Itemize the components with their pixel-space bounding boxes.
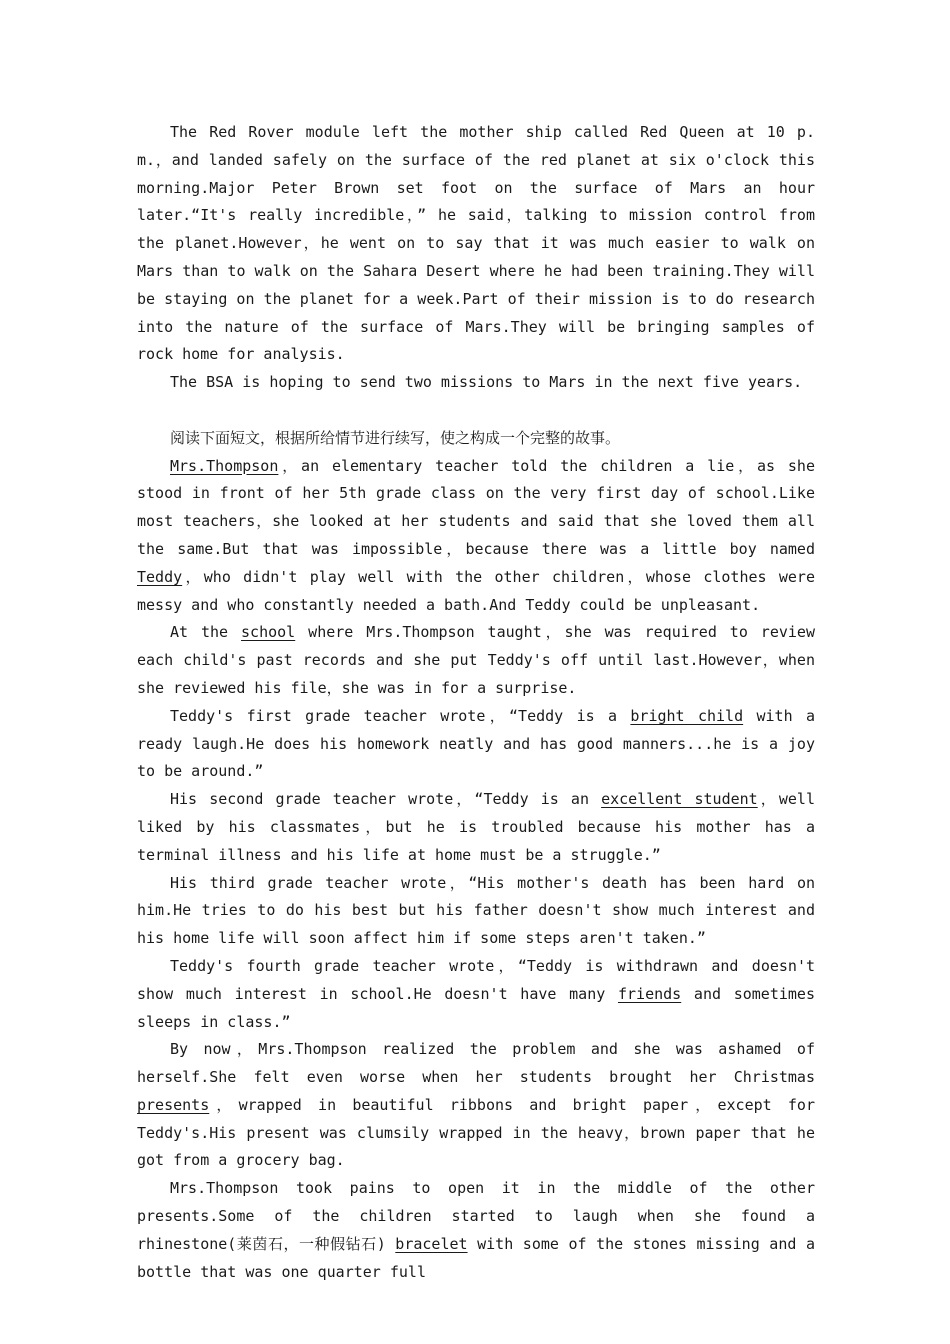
story-paragraph-2 <box>137 619 815 702</box>
underlined-word: school <box>241 623 296 642</box>
paragraph-text: Teddy's first grade teacher wrote，“Teddy is a <box>170 706 631 725</box>
writing-instruction: 阅读下面短文，根据所给情节进行续写，使之构成一个完整的故事。 <box>170 428 621 447</box>
paragraph-text: By now，Mrs.Thompson realized the problem and she was ashamed of herself.She felt even worse when her students brought her Christmas <box>137 1040 815 1087</box>
underlined-word: Mrs.Thompson <box>170 456 279 475</box>
paragraph-text: with a ready laugh.He does his homework neatly and has good manners...he is a joy to be around.” <box>137 706 816 781</box>
paragraph-text: His second grade teacher wrote，“Teddy is an <box>170 790 602 809</box>
underlined-word: friends <box>617 984 682 1003</box>
paragraph-text: Teddy's fourth grade teacher wrote，“Teddy is withdrawn and doesn't show much interest in school.He doesn't have many <box>137 956 815 1003</box>
underlined-word: bracelet <box>395 1234 468 1253</box>
underlined-word: Teddy <box>137 567 183 586</box>
story-paragraph-4 <box>137 786 815 869</box>
story-paragraph-1 <box>137 453 815 620</box>
story-paragraph-6 <box>137 953 815 1036</box>
story-paragraph-5 <box>137 870 815 953</box>
paragraph-text: ，wrapped in beautiful ribbons and bright paper，except for Teddy's.His present was clumsily wrapped in the heavy，brown paper that he got from a grocery bag. <box>137 1095 815 1170</box>
story-paragraph-7 <box>137 1036 815 1175</box>
story-paragraph-3 <box>137 703 815 786</box>
paragraph-text: ，well liked by his classmates，but he is troubled because his mother has a terminal illness and his life at home must be a struggle.” <box>137 790 815 864</box>
mars-paragraph-1: The Red Rover module left the mother ship called Red Queen at 10 p. m.，and landed safely on the surface of the red planet at six o'clock this morning.Major Peter Brown set foot on the surface of Mars an hour later.“It's really incredible，” he said，talking to mission control from the planet.However，he went on to say that it was much easier to walk on Mars than to walk on the Sahara Desert where he had been training.They will be staying on the planet for a week.Part of their mission is to do research into the nature of the surface of Mars.They will be bringing samples of rock home for analysis. <box>137 123 815 364</box>
story-paragraph-8 <box>137 1175 815 1286</box>
paragraph-text: with some of the stones missing and a bottle that was one quarter full <box>137 1234 815 1281</box>
mars-paragraph-2: The BSA is hoping to send two missions to Mars in the next five years. <box>170 373 803 392</box>
paragraph-text: At the <box>170 623 242 642</box>
paragraph-text: ，who didn't play well with the other children，whose clothes were messy and who constantly needed a bath.And Teddy could be unpleasant. <box>137 567 815 614</box>
underlined-word: bright child <box>630 706 744 725</box>
paragraph-text: ，an elementary teacher told the children a lie，as she stood in front of her 5th grade class on the very first day of school.Like most teachers，she looked at her students and said that she loved them all the same.But that was impossible，because there was a little boy named <box>137 456 815 558</box>
paragraph-text: His third grade teacher wrote，“His mother's death has been hard on him.He tries to do his best but his father doesn't show much interest and his home life will soon affect him if some steps aren't taken.” <box>137 873 815 948</box>
paragraph-text: where Mrs.Thompson taught，she was required to review each child's past records and she put Teddy's off until last.However，when she reviewed his file，she was in for a surprise. <box>137 623 815 697</box>
section-gap <box>137 397 815 425</box>
underlined-word: presents <box>137 1095 210 1114</box>
underlined-word: excellent student <box>601 790 758 809</box>
paragraph-text: Mrs.Thompson took pains to open it in the middle of the other presents.Some of the children started to laugh when she found a rhinestone(莱茵石，一种假钻石) <box>137 1179 815 1253</box>
paragraph-text: and sometimes sleeps in class.” <box>137 984 815 1031</box>
document-page <box>137 119 815 1286</box>
